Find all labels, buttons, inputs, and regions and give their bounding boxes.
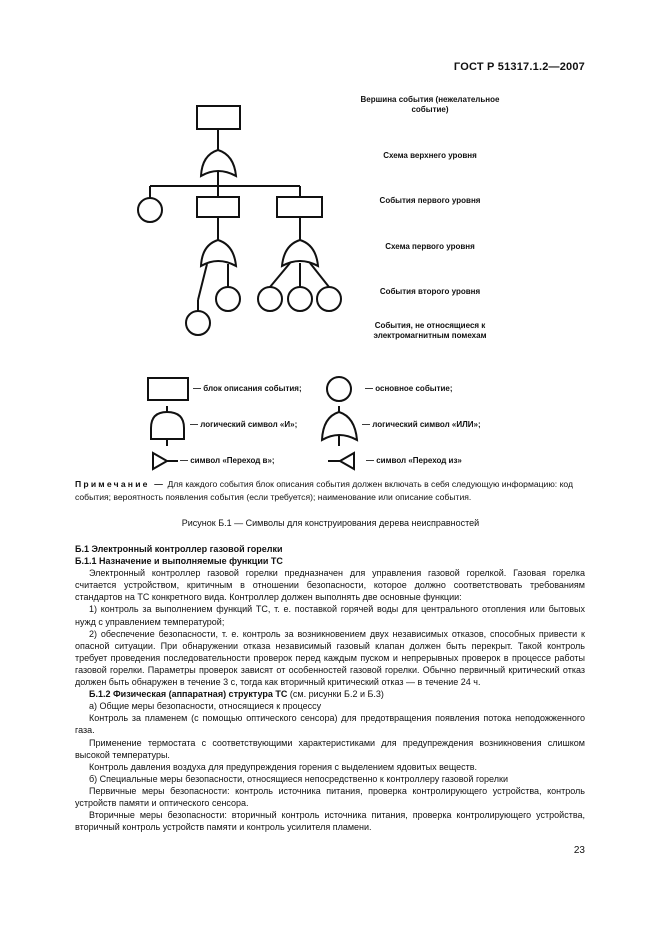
paragraph: Контроль давления воздуха для предупреждения горения с выделением ядовитых веществ. bbox=[89, 761, 478, 772]
paragraph: Электронный контроллер газовой горелки предназначен для управления газовой горелкой. Газовая горелка считается устройством, критичным в отношении безопасности, которое должно соответствовать требованиям стандартов на ТС конкретного вида. Контроллер должен выполнять две основные функции: bbox=[75, 568, 585, 603]
body-text bbox=[75, 543, 585, 833]
legend-circle-symbol bbox=[327, 377, 351, 401]
page-number: 23 bbox=[573, 845, 585, 856]
paragraph: Первичные меры безопасности: контроль источника питания, проверка контролирующего устройства, контроль устройств памяти и оптического сенсора. bbox=[75, 785, 585, 808]
level-label: Вершина события (нежелательное событие) bbox=[360, 95, 500, 114]
legend-or-gate-symbol bbox=[322, 412, 357, 440]
basic-event bbox=[138, 198, 162, 222]
basic-event bbox=[186, 311, 210, 335]
basic-event bbox=[258, 287, 282, 311]
legend-label: — блок описания события; bbox=[193, 384, 302, 393]
paragraph: Применение термостата с соответствующими характеристиками для предупреждения возникновения слишком высокой температуры. bbox=[75, 737, 585, 760]
or-gate bbox=[282, 240, 318, 266]
basic-event bbox=[288, 287, 312, 311]
paragraph: 2) обеспечение безопасности, т. е. контроль за возникновением двух независимых отказов, способных привести к опасной ситуации. При обнаружении отказа независимый газовый клапан должен быть перекрыт. Такой контроль требует проведения последовательности проверок перед каждым пуском и непрерывных проверок в процессе работы газовой горелки. Параметры проверок зависят от особенностей газовой горелки. Обычно первичный критический отказ должен быть обнаружен в течение 3 с, тогда как вторичный критический отказ — в течение 24 ч. bbox=[75, 628, 585, 688]
figure-note bbox=[75, 478, 583, 504]
level-label: События второго уровня bbox=[379, 287, 481, 296]
legend-and-gate-symbol bbox=[151, 412, 184, 439]
subsection-heading bbox=[75, 688, 585, 700]
level-label: Схема верхнего уровня bbox=[383, 151, 477, 160]
basic-event bbox=[317, 287, 341, 311]
section-heading: Б.1 Электронный контроллер газовой горелки bbox=[75, 544, 283, 554]
top-event-block bbox=[197, 106, 240, 129]
paragraph: Вторичные меры безопасности: вторичный контроль источника питания, проверка контролирующего устройства, вторичный контроль устройств памяти и контроль усилителя пламени. bbox=[75, 810, 585, 833]
legend-block-symbol bbox=[148, 378, 188, 400]
note-text: Для каждого события блок описания события должен включать в себя следующую информацию: код события; вероятность появления события (если требуется); наименование или описание события. bbox=[75, 479, 574, 502]
subsection-heading-bold: Б.1.2 Физическая (аппаратная) структура ТС bbox=[89, 689, 288, 700]
paragraph: Контроль за пламенем (с помощью оптического сенсора) для предотвращения появления потока неподожженного газа. bbox=[75, 713, 585, 736]
legend-label: — логический символ «И»; bbox=[190, 420, 298, 429]
transfer-out-icon bbox=[340, 453, 354, 469]
paragraph: 1) контроль за выполнением функций ТС, т. е. поставкой горячей воды для центрального отопления или бытовых нужд с управлением температурой; bbox=[75, 604, 585, 627]
section-heading: Б.1.1 Назначение и выполняемые функции ТС bbox=[75, 556, 283, 567]
document-header: ГОСТ Р 51317.1.2—2007 bbox=[453, 61, 585, 73]
legend-label: — символ «Переход из» bbox=[366, 456, 462, 465]
transfer-in-icon bbox=[153, 453, 167, 469]
subsection-heading-rest: (см. рисунки Б.2 и Б.3) bbox=[287, 689, 384, 700]
event-block bbox=[197, 197, 239, 217]
or-gate bbox=[201, 240, 236, 266]
legend-label: — логический символ «ИЛИ»; bbox=[362, 420, 481, 429]
basic-event bbox=[216, 287, 240, 311]
paragraph: а) Общие меры безопасности, относящиеся к процессу bbox=[89, 701, 322, 712]
level-label: События, не относящиеся к электромагнитным помехам bbox=[373, 321, 487, 340]
level-label: Схема первого уровня bbox=[385, 242, 475, 251]
figure-caption: Рисунок Б.1 — Символы для конструирования дерева неисправностей bbox=[181, 518, 480, 528]
level-label: События первого уровня bbox=[379, 196, 481, 205]
legend-label: — символ «Переход в»; bbox=[180, 456, 275, 465]
legend-label: — основное событие; bbox=[365, 384, 453, 393]
paragraph: б) Специальные меры безопасности, относящиеся непосредственно к контроллеру газовой горелки bbox=[89, 773, 508, 784]
event-block bbox=[277, 197, 322, 217]
note-label: Примечание — bbox=[75, 479, 166, 489]
